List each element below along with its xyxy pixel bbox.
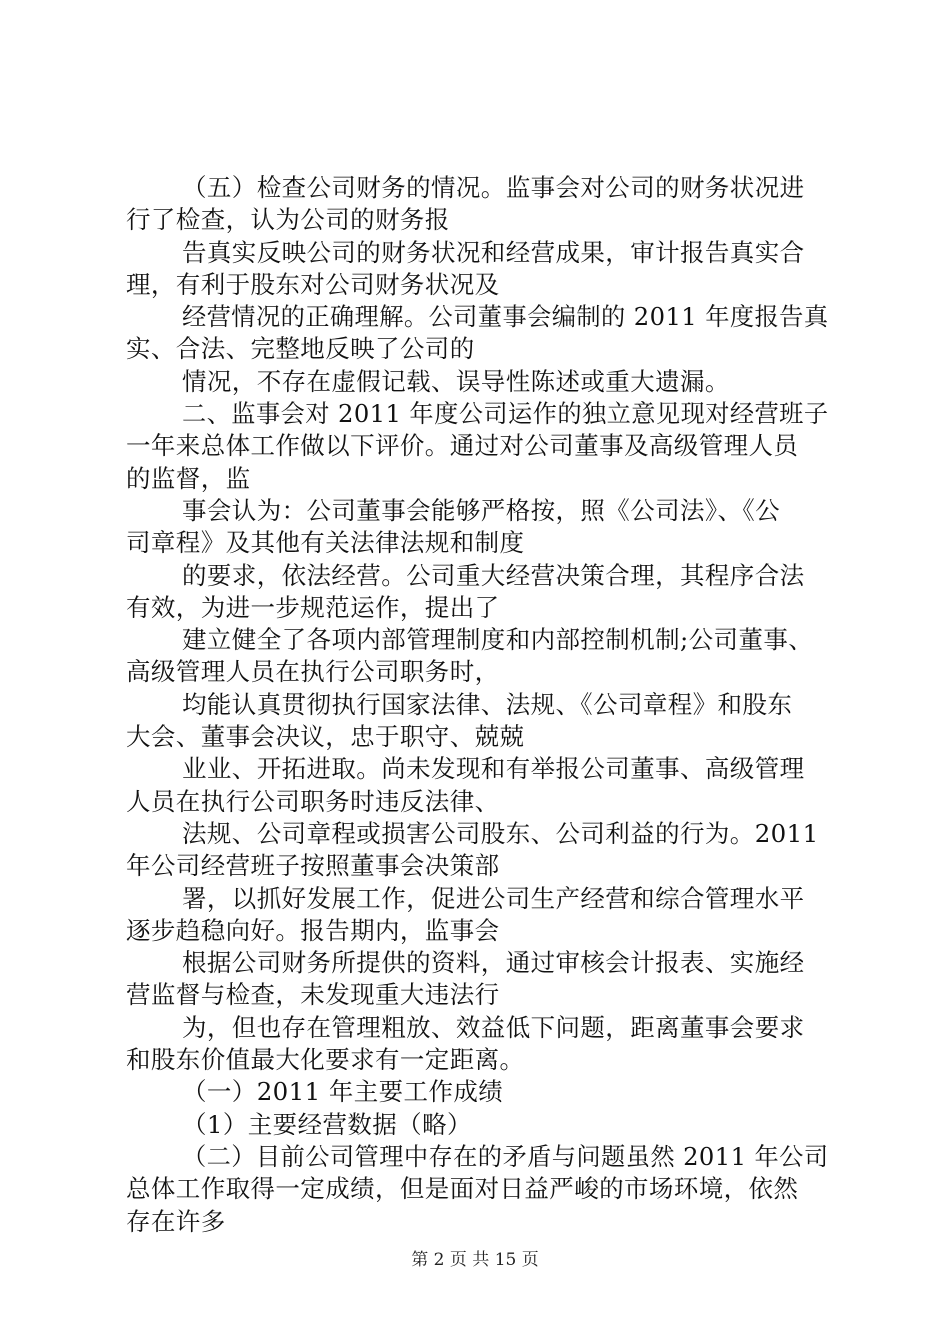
text-line: 告真实反映公司的财务状况和经营成果，审计报告真实合 xyxy=(182,237,805,267)
text-line: （一）2011 年主要工作成绩 xyxy=(182,1077,504,1107)
text-line: 法规、公司章程或损害公司股东、公司利益的行为。2011 xyxy=(182,818,819,848)
text-line: 的监督，监 xyxy=(126,463,251,493)
text-line: 司章程》及其他有关法律法规和制度 xyxy=(126,528,525,558)
text-line: 存在许多 xyxy=(126,1206,226,1236)
text-line: 有效，为进一步规范运作，提出了 xyxy=(126,592,500,622)
text-line: 事会认为：公司董事会能够严格按，照《公司法》、《公 xyxy=(182,495,780,525)
text-line: 业业、开拓进取。尚未发现和有举报公司董事、高级管理 xyxy=(182,754,805,784)
text-line: 根据公司财务所提供的资料，通过审核会计报表、实施经 xyxy=(182,948,805,978)
text-line: （五）检查公司财务的情况。监事会对公司的财务状况进 xyxy=(182,173,805,202)
text-line: 大会、董事会决议，忠于职守、兢兢 xyxy=(126,722,525,752)
text-line: 营监督与检查，未发现重大违法行 xyxy=(126,980,500,1010)
text-line: 署，以抓好发展工作，促进公司生产经营和综合管理水平 xyxy=(182,883,805,913)
text-line: （二）目前公司管理中存在的矛盾与问题虽然 2011 年公司 xyxy=(182,1141,829,1171)
text-line: 总体工作取得一定成绩，但是面对日益严峻的市场环境，依然 xyxy=(126,1174,799,1204)
text-line: 经营情况的正确理解。公司董事会编制的 2011 年度报告真 xyxy=(182,302,829,332)
text-line: 建立健全了各项内部管理制度和内部控制机制;公司董事、 xyxy=(182,625,814,655)
text-line: 均能认真贯彻执行国家法律、法规、《公司章程》和股东 xyxy=(182,689,793,719)
text-line: 行了检查，认为公司的财务报 xyxy=(126,205,450,235)
text-line: 人员在执行公司职务时违反法律、 xyxy=(126,786,500,816)
text-line: 和股东价值最大化要求有一定距离。 xyxy=(126,1045,525,1075)
text-line: 年公司经营班子按照董事会决策部 xyxy=(126,851,500,881)
text-line: （1）主要经营数据（略） xyxy=(182,1109,472,1139)
page-number-footer: 第 2 页 共 15 页 xyxy=(411,1250,539,1270)
text-line: 高级管理人员在执行公司职务时， xyxy=(126,657,500,687)
text-line: 情况，不存在虚假记载、误导性陈述或重大遗漏。 xyxy=(182,366,730,396)
text-line: 二、监事会对 2011 年度公司运作的独立意见现对经营班子 xyxy=(182,399,829,429)
text-line: 为，但也存在管理粗放、效益低下问题，距离董事会要求 xyxy=(182,1012,805,1042)
text-line: 逐步趋稳向好。报告期内，监事会 xyxy=(126,915,500,945)
text-line: 理，有利于股东对公司财务状况及 xyxy=(126,269,500,299)
document-body xyxy=(126,172,834,1238)
text-line: 的要求，依法经营。公司重大经营决策合理，其程序合法 xyxy=(182,560,805,590)
text-line: 实、合法、完整地反映了公司的 xyxy=(126,334,475,364)
text-line: 一年来总体工作做以下评价。通过对公司董事及高级管理人员 xyxy=(126,431,799,461)
